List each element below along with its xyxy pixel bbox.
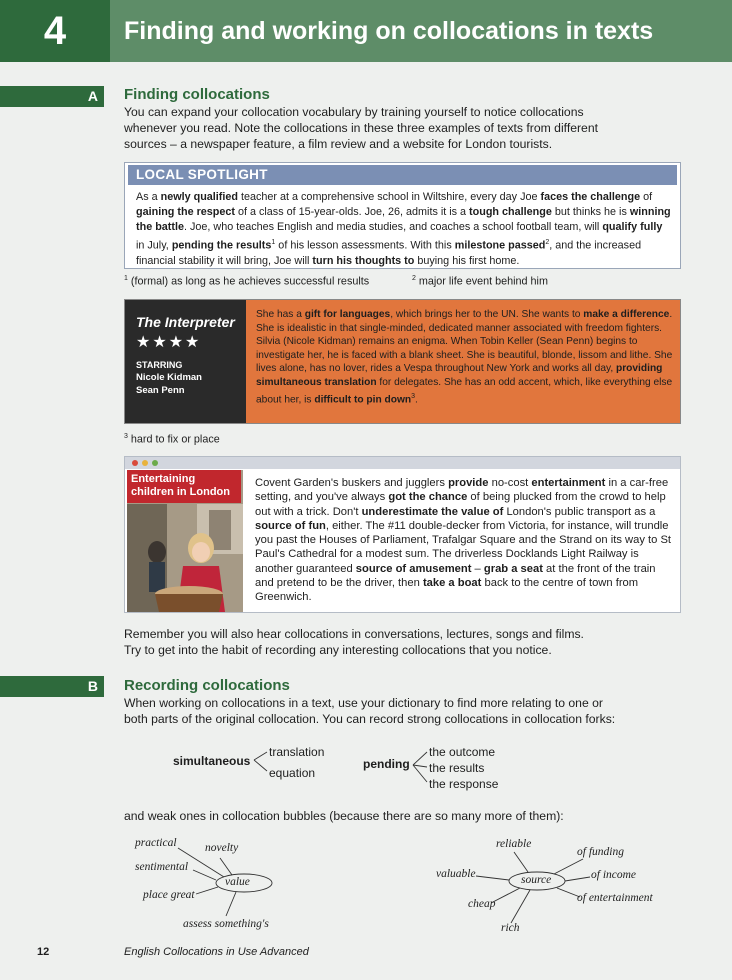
intro-line: When working on collocations in a text, use your dictionary to find more relating to one or [124, 696, 603, 710]
intro-line: You can expand your collocation vocabulary by training yourself to notice collocations [124, 105, 584, 119]
bubbles-intro: and weak ones in collocation bubbles (because there are so many more of them): [124, 809, 564, 823]
fork1-branch: equation [269, 766, 316, 780]
bubble1-word: place great [143, 889, 195, 901]
fork2-branch: the results [429, 761, 485, 775]
section-b-tab: B [0, 676, 104, 697]
star-rating: ★★★★ [136, 334, 202, 351]
spotlight-heading: LOCAL SPOTLIGHT [128, 165, 677, 185]
bubble1-word: assess something's [183, 918, 269, 930]
closing-line: Remember you will also hear collocations in conversations, lectures, songs and films. [124, 627, 584, 641]
bubble2-center: source [521, 874, 552, 886]
starring-label: STARRING [136, 360, 183, 370]
bubble2-word: of income [591, 869, 637, 881]
bubble1-center: value [225, 876, 250, 888]
unit-number: 4 [0, 0, 110, 62]
newspaper-feature-text: As a newly qualified teacher at a comprehensive school in Wiltshire, every day Joe faces the challenge of gaining the respect of a class of 15-year-olds. Joe, 26, admits it is a tough challenge but thinks he is winning the battle. Joe, who teaches English and media studies, and coaches a school football team, will qualify fully in July, pending the results$^1$ of his lesson assessments. With this milestone passed$^2$, and the increased financial stability it will bring, Joe will turn his thoughts to buying his first home. [136, 191, 671, 267]
bubble2-word: of funding [577, 846, 624, 858]
london-website-text: Covent Garden's buskers and jugglers provide no-cost entertainment in a car-free setting, and you've always got the chance of being plucked from the crowd to help out with a trick. Don't underestimate the value of London's public transport as a source of fun, either. The #11 double-decker from Victoria, for instance, will trundle you past the Houses of Parliament, Trafalgar Square and the Strand on its way to St Paul's Cathedral for a modest sum. The driverless Docklands Light Railway is another guaranteed source of amusement – grab a seat at the front of the train and pretend to be the driver, then take a boat back to the centre of town from Greenwich. [255, 477, 672, 604]
bubble2-word: reliable [496, 838, 532, 850]
page-number: 12 [37, 946, 50, 958]
fork1-branch: translation [269, 745, 325, 759]
footnote-2: $^2$ major life event behind him [412, 275, 548, 288]
bubble1-word: sentimental [135, 861, 189, 873]
intro-line: both parts of the original collocation. You can record strong collocations in collocation forks: [124, 712, 616, 726]
unit-title: Finding and working on collocations in texts [124, 16, 654, 45]
intro-line: sources – a newspaper feature, a film review and a website for London tourists. [124, 137, 553, 151]
bubble2-word: rich [501, 922, 520, 934]
actor-name: Nicole Kidman [136, 372, 202, 383]
photo-caption: Entertaining children in London [127, 470, 241, 503]
fork2-branch: the outcome [429, 745, 496, 759]
film-review-text: She has a gift for languages, which brings her to the UN. She wants to make a difference. She is idealistic in that single-minded, dedicated manner associated with freedom fighters. Silvia (Nicole Kidman) remains an enigma. When Tobin Keller (Sean Penn) begins to investigate her, he is faced with a blank sheet. She is beautiful, blonde, lissom and lithe. She lives alone, has no lover, rides a Vespa throughout New York and works all day, providing simultaneous translation for delegates. She has an odd accent, which, like everything else about her, is difficult to pin down$^3$. [256, 309, 673, 405]
bubble1-word: novelty [205, 842, 239, 854]
film-title: The Interpreter [136, 314, 235, 330]
section-a-heading: Finding collocations [124, 86, 270, 103]
bubble1-word: practical [135, 837, 177, 849]
footnote-1: $^1$ (formal) as long as he achieves successful results [124, 275, 370, 288]
bubble2-word: of entertainment [577, 892, 653, 904]
closing-line: Try to get into the habit of recording any interesting collocations that you notice. [124, 643, 552, 657]
actor-name: Sean Penn [136, 385, 185, 396]
book-title: English Collocations in Use Advanced [124, 946, 309, 958]
section-b-heading: Recording collocations [124, 677, 290, 694]
fork2-root: pending [363, 757, 410, 771]
fork2-branch: the response [429, 777, 499, 791]
footnote-3: $^3$ hard to fix or place [124, 433, 220, 446]
bubble2-word: cheap [468, 898, 496, 910]
fork1-root: simultaneous [173, 754, 251, 768]
section-a-tab: A [0, 86, 104, 107]
intro-line: whenever you read. Note the collocations in these three examples of texts from different [124, 121, 598, 135]
bubble2-word: valuable [436, 868, 476, 880]
